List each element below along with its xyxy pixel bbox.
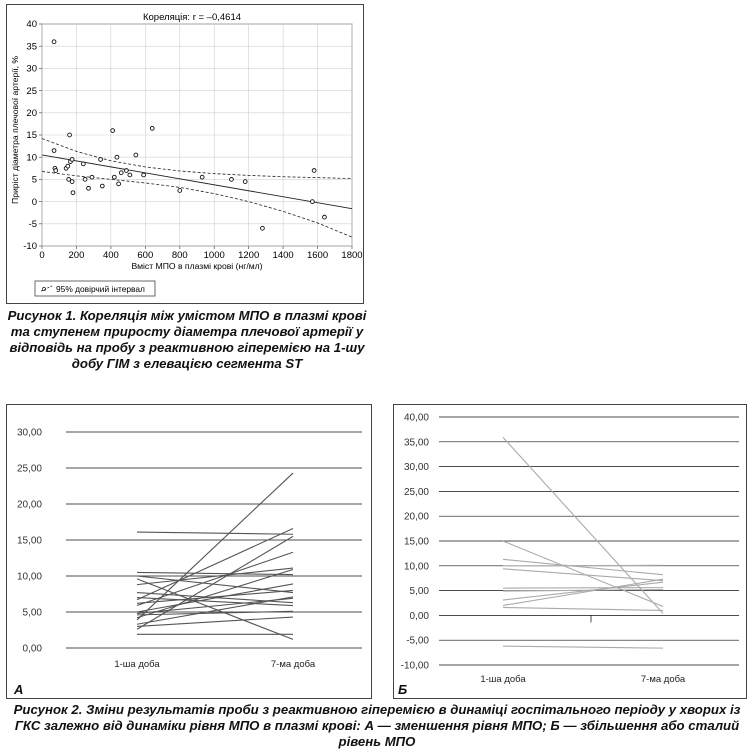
y-tick-label: -5,00	[406, 635, 429, 647]
x-category-label: 1-ша доба	[114, 659, 160, 670]
y-tick-label: 30,00	[16, 427, 42, 439]
data-point	[111, 129, 115, 133]
x-tick-label: 200	[68, 250, 85, 261]
x-tick-label: 600	[137, 250, 154, 261]
data-point	[115, 155, 119, 159]
panel-b-label: Б	[398, 682, 408, 697]
legend-label: 95% довірчий інтервал	[56, 284, 145, 294]
x-tick-label: 1800	[341, 250, 363, 261]
data-point	[87, 186, 91, 190]
x-category-label: 7-ма доба	[640, 674, 686, 685]
figure1-caption: Рисунок 1. Кореляція між умістом МПО в плазмі крові та ступенем приросту діаметра плечової артерії у відповідь на пробу з реактивною гіперемією на 1-шу добу ГІМ з елевацією сегмента ST	[7, 308, 367, 371]
figure2-caption: Рисунок 2. Зміни результатів проби з реактивною гіперемією в динаміці госпітального періоду у хворих із ГКС залежно від динаміки рівня МПО в плазмі крові: А — зменшення рівня МПО; Б — збільшення або сталий рівень МПО	[13, 702, 741, 749]
x-tick-label: 1000	[203, 250, 225, 261]
data-point	[124, 169, 128, 173]
y-tick-label: 0,00	[22, 643, 42, 655]
y-tick-label: 15	[26, 130, 37, 142]
data-point	[81, 162, 85, 166]
y-tick-label: 5,00	[22, 607, 42, 619]
x-tick-label: 400	[102, 250, 119, 261]
data-point	[312, 169, 316, 173]
x-category-label: 1-ша доба	[480, 674, 526, 685]
data-point	[310, 200, 314, 204]
data-point	[243, 180, 247, 184]
y-tick-label: 35	[26, 41, 37, 53]
y-tick-label: 5,00	[409, 586, 429, 598]
panel-a-line-chart	[6, 404, 372, 699]
data-point	[68, 133, 72, 137]
y-tick-label: 20,00	[403, 511, 429, 523]
y-tick-label: 5	[31, 174, 37, 186]
y-tick-label: -10	[23, 241, 37, 253]
y-tick-label: 40	[26, 19, 37, 31]
x-tick-label: 1400	[272, 250, 294, 261]
y-tick-label: 30	[26, 63, 37, 75]
data-point	[70, 180, 74, 184]
x-category-label: 7-ма доба	[270, 659, 316, 670]
y-tick-label: 35,00	[403, 437, 429, 449]
data-point	[66, 164, 70, 168]
data-point	[90, 175, 94, 179]
data-point	[230, 178, 234, 182]
y-tick-label: 0	[31, 196, 37, 208]
data-point	[178, 189, 182, 193]
data-point	[117, 182, 121, 186]
data-point	[200, 175, 204, 179]
data-point	[83, 178, 87, 182]
x-tick-label: 1600	[306, 250, 329, 261]
x-axis-label: Вміст МПО в плазмі крові (нг/мл)	[131, 261, 263, 271]
y-tick-label: 0,00	[409, 610, 429, 622]
data-point	[112, 175, 116, 179]
y-axis-label: Приріст діаметра плечової артерії, %	[10, 56, 20, 204]
chart-title: Кореляція: r = –0,4614	[142, 12, 242, 23]
panel-b-line-chart	[393, 404, 747, 699]
data-point	[142, 173, 146, 177]
panel-a-label: А	[14, 682, 24, 697]
data-point	[128, 173, 132, 177]
y-tick-label: 10	[26, 152, 37, 164]
data-point	[70, 158, 74, 162]
data-point	[52, 40, 56, 44]
data-point	[100, 184, 104, 188]
y-tick-label: 20	[26, 108, 37, 119]
y-tick-label: 40,00	[403, 412, 429, 424]
data-point	[323, 215, 327, 219]
y-tick-label: 15,00	[403, 536, 429, 548]
data-point	[150, 126, 154, 130]
y-tick-label: 25	[26, 85, 37, 97]
legend	[35, 281, 155, 296]
y-tick-label: -10,00	[400, 660, 429, 672]
y-tick-label: 25,00	[403, 486, 429, 498]
data-point	[99, 158, 103, 162]
y-tick-label: 20,00	[16, 499, 42, 511]
y-tick-label: -5	[28, 219, 37, 230]
data-point	[71, 191, 75, 195]
x-tick-label: 800	[171, 250, 188, 261]
data-point	[134, 153, 138, 157]
y-tick-label: 15,00	[16, 535, 42, 547]
y-tick-label: 10,00	[403, 561, 429, 573]
correlation-scatter-chart	[6, 4, 364, 304]
data-point	[261, 226, 265, 230]
data-point	[119, 171, 123, 175]
x-tick-label: 0	[39, 250, 45, 261]
y-tick-label: 30,00	[403, 462, 429, 474]
data-point	[54, 169, 58, 173]
y-tick-label: 10,00	[16, 571, 42, 583]
data-point	[52, 149, 56, 153]
y-tick-label: 25,00	[16, 463, 42, 475]
x-tick-label: 1200	[238, 250, 260, 261]
